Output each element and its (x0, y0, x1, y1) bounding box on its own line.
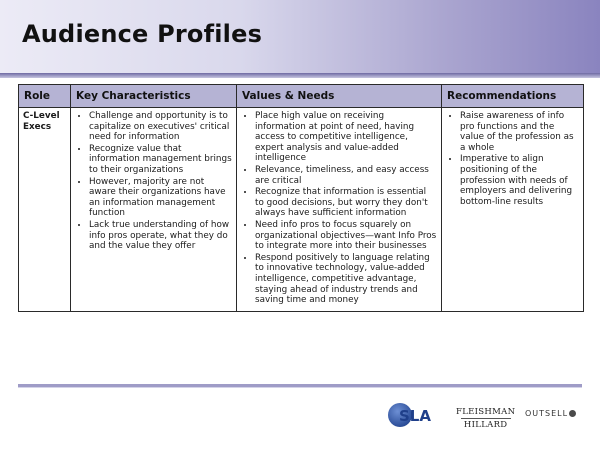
list-item: • Place high value on receiving information at point of need, having access to competitive intelligence, expert analysis and value-added intelligence (255, 111, 437, 164)
list-item: • Lack true understanding of how info pros operate, what they do and the value they offer (89, 220, 232, 252)
values-needs-list (241, 111, 437, 306)
column-header-values-needs: Values & Needs (237, 85, 442, 108)
outsell-dot-icon (569, 410, 576, 417)
key-characteristics-cell (71, 108, 237, 312)
column-header-key-characteristics: Key Characteristics (71, 85, 237, 108)
column-header-role: Role (19, 85, 71, 108)
list-item: • Recognize that information is essential to good decisions, but worry they don't always have sufficient information (255, 187, 437, 219)
list-item: • Relevance, timeliness, and easy access are critical (255, 165, 437, 186)
role-cell: C-Level Execs (19, 108, 71, 312)
list-item: • However, majority are not aware their organizations have an information management function (89, 177, 232, 219)
table-header-row (19, 85, 584, 108)
header-underline (0, 73, 600, 78)
outsell-logo (525, 409, 576, 418)
list-item: • Respond positively to language relating to innovative technology, value-added intelligence, competitive advantage, staying ahead of industry trends and saving time and money (255, 253, 437, 306)
list-item: • Recognize value that information management brings to their organizations (89, 144, 232, 176)
fleishman-logo-text: FLEISHMAN (456, 407, 516, 417)
values-needs-cell (237, 108, 442, 312)
outsell-logo-text: OUTSELL (525, 409, 569, 418)
recommendations-cell (442, 108, 584, 312)
list-item: • Imperative to align positioning of the profession with needs of employers and delivering bottom-line results (460, 154, 579, 207)
footer-rule-light (18, 387, 582, 388)
audience-profiles-table (18, 84, 584, 312)
fleishman-hillard-logo (456, 407, 515, 430)
hillard-logo-text: HILLARD (463, 420, 508, 430)
recommendations-list (446, 111, 579, 207)
column-header-recommendations: Recommendations (442, 85, 584, 108)
list-item: • Challenge and opportunity is to capitalize on executives' critical need for information (89, 111, 232, 143)
table-row (19, 108, 584, 312)
list-item: • Raise awareness of info pro functions and the value of the profession as a whole (460, 111, 579, 153)
slide-title: Audience Profiles (22, 20, 263, 48)
logo-divider (461, 418, 511, 419)
characteristics-list (75, 111, 232, 252)
list-item: • Need info pros to focus squarely on organizational objectives—want Info Pros to integrate more into their businesses (255, 220, 437, 252)
sla-logo-text: SLA (399, 407, 431, 425)
